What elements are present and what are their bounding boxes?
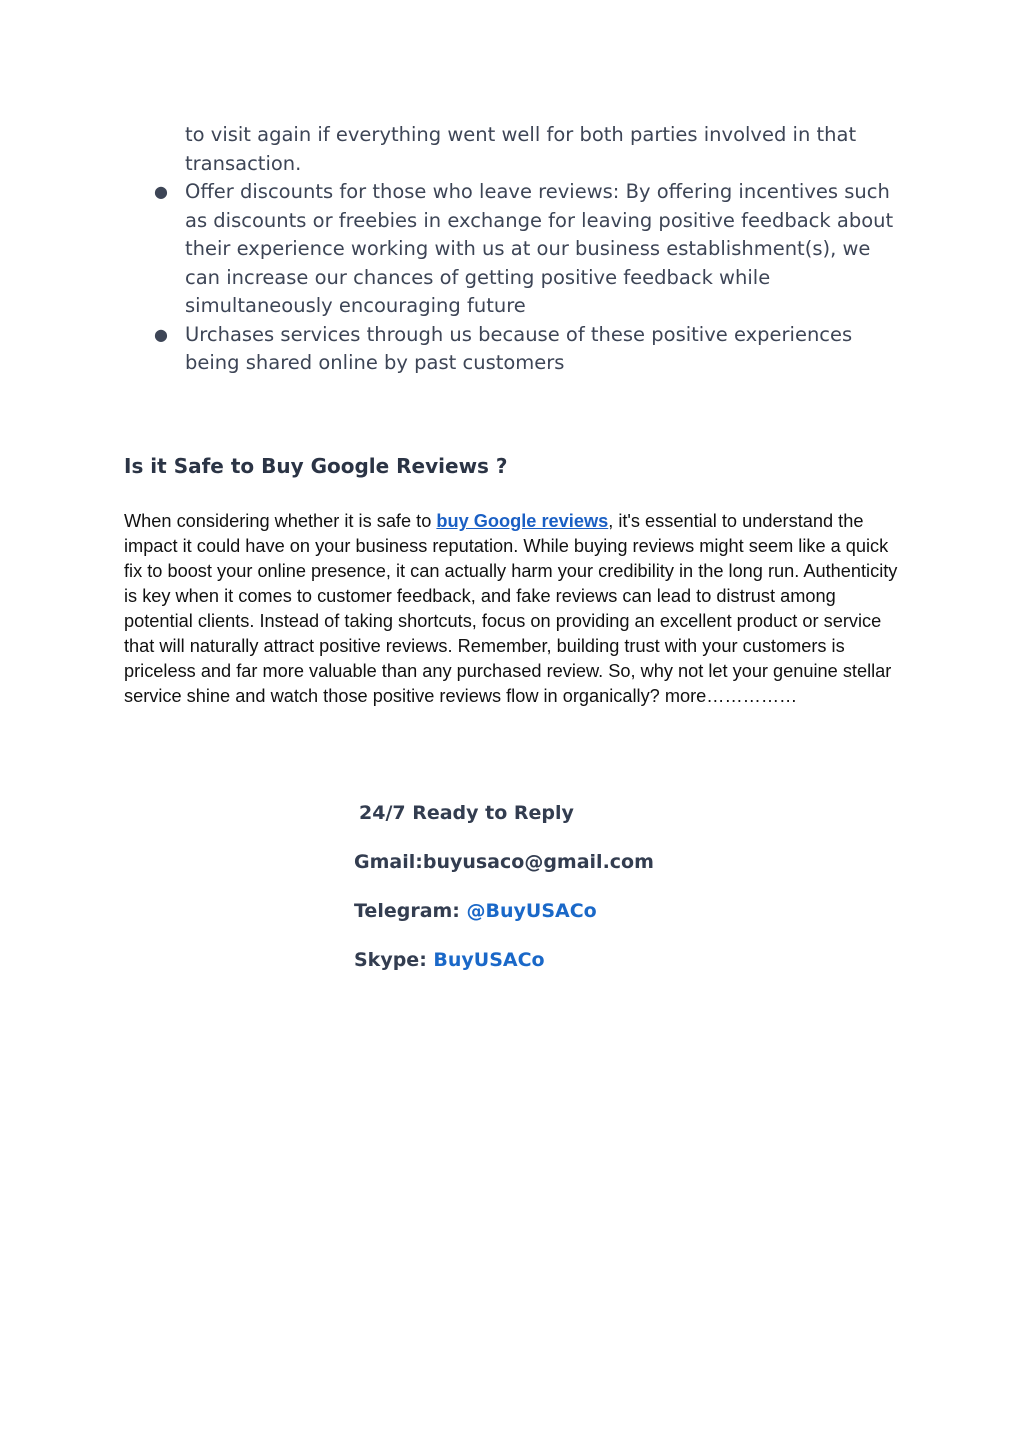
telegram-contact (354, 898, 597, 924)
paragraph-body-text: , it's essential to understand the impact it could have on your business reputation. While buying reviews might seem like a quick fix to boost your online presence, it can actually harm your credibility in the long run. Authenticity is key when it comes to customer feedback, and fake reviews can lead to distrust among potential clients. Instead of taking shortcuts, focus on providing an excellent product or service that will naturally attract positive reviews. Remember, building trust with your customers is priceless and far more valuable than any purchased review. So, why not let your genuine stellar service shine and watch those positive reviews flow in organically? more…………… (124, 511, 898, 706)
telegram-handle-link[interactable]: @BuyUSACo (466, 900, 597, 922)
section-heading: Is it Safe to Buy Google Reviews ? (124, 454, 508, 478)
bullet-marker: ● (154, 324, 168, 344)
bullet-item-text: Urchases services through us because of these positive experiences being shared online by past customers (185, 322, 853, 374)
skype-contact (354, 947, 545, 973)
paragraph-lead-text: When considering whether it is safe to (124, 511, 437, 531)
ready-to-reply-text: 24/7 Ready to Reply (359, 802, 574, 824)
bullet-continuation-text: to visit again if everything went well for both parties involved in that transaction. (185, 123, 857, 175)
buy-google-reviews-link[interactable]: buy Google reviews (436, 511, 609, 531)
bullet-continuation (124, 121, 904, 178)
section-paragraph (124, 509, 904, 709)
telegram-label: Telegram: (354, 900, 467, 922)
bullet-item-purchases (124, 321, 904, 378)
bullet-list (124, 121, 904, 378)
skype-handle-link[interactable]: BuyUSACo (433, 949, 545, 971)
gmail-contact: Gmail:buyusaco@gmail.com (354, 851, 654, 873)
bullet-marker: ● (154, 182, 168, 201)
skype-label: Skype: (354, 949, 434, 971)
bullet-item-discounts (124, 178, 904, 321)
bullet-item-text: Offer discounts for those who leave reviews: By offering incentives such as discounts or freebies in exchange for leaving positive feedback about their experience working with us at our business establishment(s), we can increase our chances of getting positive feedback while simultaneously encouraging future (185, 180, 894, 317)
